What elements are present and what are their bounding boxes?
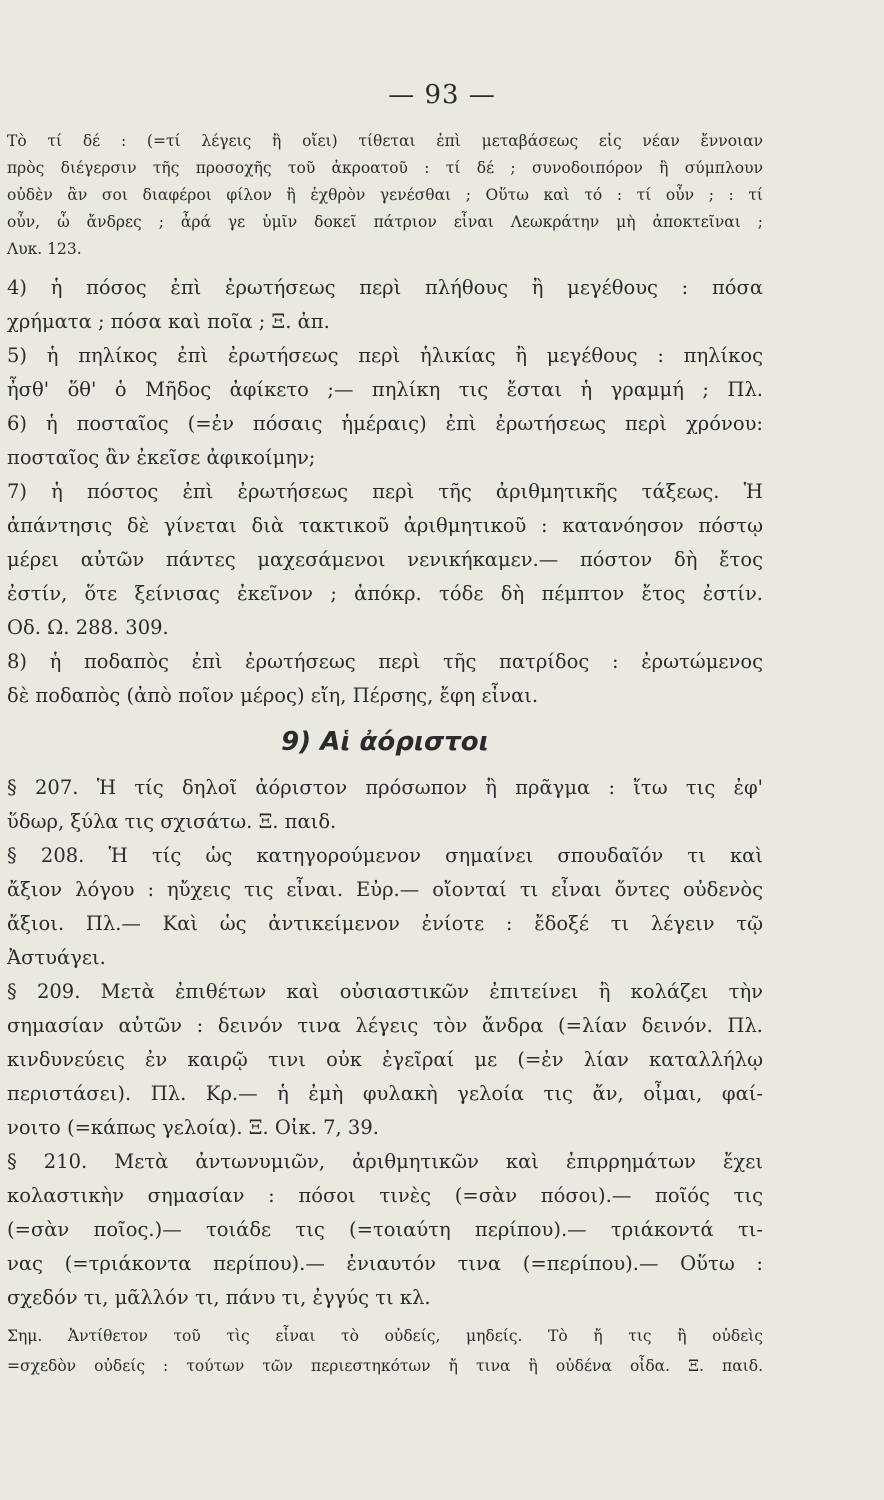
text-line: ἀπάντησις δὲ γίνεται διὰ τακτικοῦ ἀριθμητικοῦ : κατανόησον πόστῳ [7, 514, 763, 537]
text-line: Ἀστυάγει. [7, 946, 106, 969]
paragraph-4 [7, 271, 763, 339]
text-line: ἦσθ' ὅθ' ὁ Μῆδος ἀφίκετο ;— πηλίκη τις ἔσται ἡ γραμμή ; Πλ. [7, 378, 763, 401]
footnote [7, 1321, 763, 1381]
text-line: Λυκ. 123. [7, 240, 82, 258]
text-line: κινδυνεύεις ἐν καιρῷ τινι οὐκ ἐγεῖραί με (=ἐν λίαν καταλλήλῳ [7, 1048, 763, 1071]
text-line: § 210. Μετὰ ἀντωνυμιῶν, ἀριθμητικῶν καὶ ἐπιρρημάτων ἔχει [7, 1150, 763, 1173]
text-line: 4) ἡ πόσος ἐπὶ ἐρωτήσεως περὶ πλήθους ἢ μεγέθους : πόσα [7, 276, 763, 299]
text-line: Σημ. Ἀντίθετον τοῦ τὶς εἶναι τὸ οὐδείς, μηδείς. Τὸ ἤ τις ἢ οὐδεὶς [7, 1327, 763, 1345]
text-line: νας (=τριάκοντα περίπου).— ἐνιαυτόν τινα (=περίπου).— Οὕτω : [7, 1252, 763, 1275]
text-line: 5) ἡ πηλίκος ἐπὶ ἐρωτήσεως περὶ ἡλικίας ἢ μεγέθους : πηλίκος [7, 344, 763, 367]
section-210 [7, 1145, 763, 1315]
text-line: ἄξιοι. Πλ.— Καὶ ὡς ἀντικείμενον ἐνίοτε : ἔδοξέ τι λέγειν τῷ [7, 912, 763, 935]
text-line: Οδ. Ω. 288. 309. [7, 616, 169, 639]
text-line: 7) ἡ πόστος ἐπὶ ἐρωτήσεως περὶ τῆς ἀριθμητικῆς τάξεως. Ἡ [7, 480, 763, 503]
text-line: ὕδωρ, ξύλα τις σχισάτω. Ξ. παιδ. [7, 810, 337, 833]
text-line: ποσταῖος ἂν ἐκεῖσε ἀφικοίμην; [7, 446, 316, 469]
text-line: (=σὰν ποῖος.)— τοιάδε τις (=τοιαύτη περίπου).— τριάκοντά τι- [7, 1218, 763, 1241]
paragraph-5 [7, 339, 763, 407]
text-line: σχεδόν τι, μᾶλλόν τι, πάνυ τι, ἐγγύς τι κλ. [7, 1286, 431, 1309]
section-208 [7, 839, 763, 975]
text-line: § 209. Μετὰ ἐπιθέτων καὶ οὐσιαστικῶν ἐπιτείνει ἢ κολάζει τὴν [7, 980, 763, 1003]
text-line: § 208. Ἡ τίς ὡς κατηγορούμενον σημαίνει σπουδαῖόν τι καὶ [7, 844, 763, 867]
text-line: πρὸς διέγερσιν τῆς προσοχῆς τοῦ ἀκροατοῦ : τί δέ ; συνοδοιπόρον ἢ σύμπλουν [7, 159, 763, 177]
text-line: ἐστίν, ὅτε ξείνισας ἐκεῖνον ; ἀπόκρ. τόδε δὴ πέμπτον ἔτος ἐστίν. [7, 582, 763, 605]
page-text [7, 128, 763, 1381]
text-line: 6) ἡ ποσταῖος (=ἐν πόσαις ἡμέραις) ἐπὶ ἐρωτήσεως περὶ χρόνου: [7, 412, 763, 435]
text-line: περιστάσει). Πλ. Κρ.— ἡ ἐμὴ φυλακὴ γελοία τις ἄν, οἶμαι, φαί- [7, 1082, 763, 1105]
text-line: χρήματα ; πόσα καὶ ποῖα ; Ξ. ἀπ. [7, 310, 330, 333]
section-207 [7, 771, 763, 839]
text-line: οὖν, ὦ ἄνδρες ; ἆρά γε ὑμῖν δοκεῖ πάτριον εἶναι Λεωκράτην μὴ ἀποκτεῖναι ; [7, 213, 763, 231]
text-line: δὲ ποδαπὸς (ἀπὸ ποῖον μέρος) εἴη, Πέρσης, ἔφη εἶναι. [7, 684, 539, 707]
section-209 [7, 975, 763, 1145]
section-heading: 9) Αἱ ἀόριστοι [281, 727, 489, 757]
text-line: ἄξιον λόγου : ηὔχεις τις εἶναι. Εὐρ.— οἴονταί τι εἶναι ὄντες οὐδενὸς [7, 878, 763, 901]
paragraph-7 [7, 475, 763, 645]
text-line: μέρει αὐτῶν πάντες μαχεσάμενοι νενικήκαμεν.— πόστον δὴ ἔτος [7, 548, 763, 571]
text-line: οὐδὲν ἂν σοι διαφέροι φίλον ἢ ἐχθρὸν γενέσθαι ; Οὕτω καὶ τό : τί οὖν ; : τί [7, 186, 763, 204]
intro-paragraph [7, 128, 763, 263]
text-line: 8) ἡ ποδαπὸς ἐπὶ ἐρωτήσεως περὶ τῆς πατρίδος : ἐρωτώμενος [7, 650, 763, 673]
text-line: Τὸ τί δέ : (=τί λέγεις ἢ οἴει) τίθεται ἐπὶ μεταβάσεως εἰς νέαν ἔννοιαν [7, 132, 763, 150]
text-line: κολαστικὴν σημασίαν : πόσοι τινὲς (=σὰν πόσοι).— ποῖός τις [7, 1184, 763, 1207]
text-line: =σχεδὸν οὐδείς : τούτων τῶν περιεστηκότων ἤ τινα ἢ οὐδένα οἶδα. Ξ. παιδ. [7, 1357, 763, 1375]
text-line: σημασίαν αὐτῶν : δεινόν τινα λέγεις τὸν ἄνδρα (=λίαν δεινόν. Πλ. [7, 1014, 763, 1037]
paragraph-6 [7, 407, 763, 475]
paragraph-8 [7, 645, 763, 713]
page-number: — 93 — [388, 80, 496, 110]
text-line: § 207. Ἡ τίς δηλοῖ ἀόριστον πρόσωπον ἢ πρᾶγμα : ἴτω τις ἐφ' [7, 776, 763, 799]
text-line: νοιτο (=κάπως γελοία). Ξ. Οἰκ. 7, 39. [7, 1116, 379, 1139]
